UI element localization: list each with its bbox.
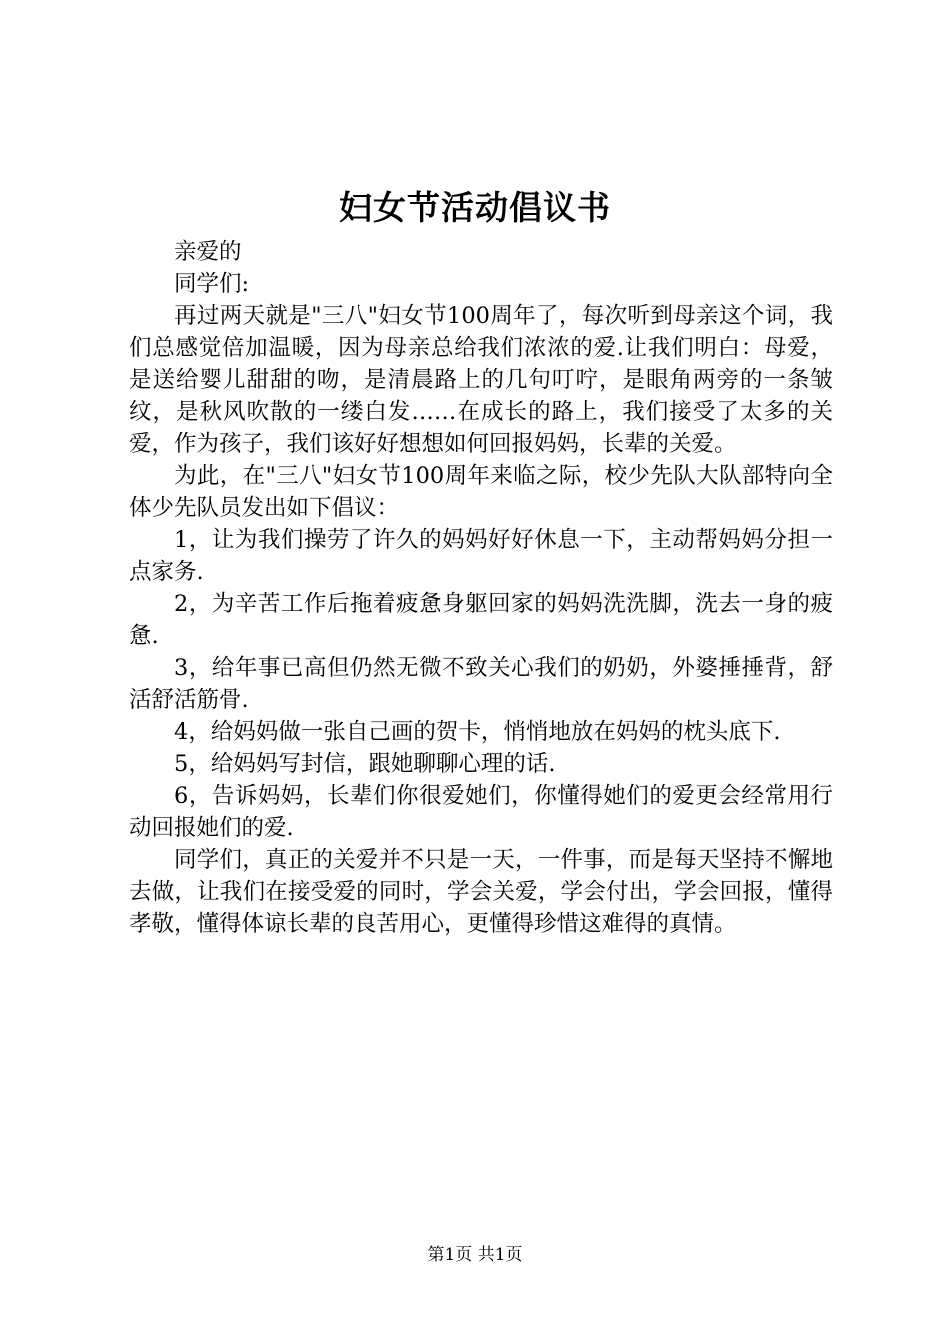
paragraph-intro: 再过两天就是"三八"妇女节100周年了，每次听到母亲这个词，我们总感觉倍加温暖，因为母亲总给我们浓浓的爱.让我们明白：母爱，是送给婴儿甜甜的吻，是清晨路上的几句叮咛，是眼角两旁的一条皱纹，是秋风吹散的一缕白发……在成长的路上，我们接受了太多的关爱，作为孩子，我们该好好想想如何回报妈妈，长辈的关爱。 [129, 303, 833, 457]
document-body [129, 236, 833, 940]
proposal-item-6: 6，告诉妈妈，长辈们你很爱她们，你懂得她们的爱更会经常用行动回报她们的爱. [129, 783, 833, 841]
proposal-item-1: 1，让为我们操劳了许久的妈妈好好休息一下，主动帮妈妈分担一点家务. [129, 527, 833, 585]
paragraph-closing: 同学们，真正的关爱并不只是一天，一件事，而是每天坚持不懈地去做，让我们在接受爱的同时，学会关爱，学会付出，学会回报，懂得孝敬，懂得体谅长辈的良苦用心，更懂得珍惜这难得的真情。 [129, 847, 833, 937]
proposal-item-5: 5，给妈妈写封信，跟她聊聊心理的话. [174, 751, 556, 777]
page-footer: 第1页 共1页 [427, 1245, 523, 1265]
document-title: 妇女节活动倡议书 [339, 188, 611, 227]
proposal-item-2: 2，为辛苦工作后拖着疲惫身躯回家的妈妈洗洗脚，洗去一身的疲惫. [129, 591, 833, 649]
salutation-line-2: 同学们: [174, 271, 250, 297]
proposal-item-4: 4，给妈妈做一张自己画的贺卡，悄悄地放在妈妈的枕头底下. [174, 719, 781, 745]
proposal-item-3: 3，给年事已高但仍然无微不致关心我们的奶奶，外婆捶捶背，舒活舒活筋骨. [129, 655, 833, 713]
salutation-line-1: 亲爱的 [174, 239, 242, 265]
paragraph-proposal: 为此，在"三八"妇女节100周年来临之际，校少先队大队部特向全体少先队员发出如下倡议： [129, 463, 833, 521]
